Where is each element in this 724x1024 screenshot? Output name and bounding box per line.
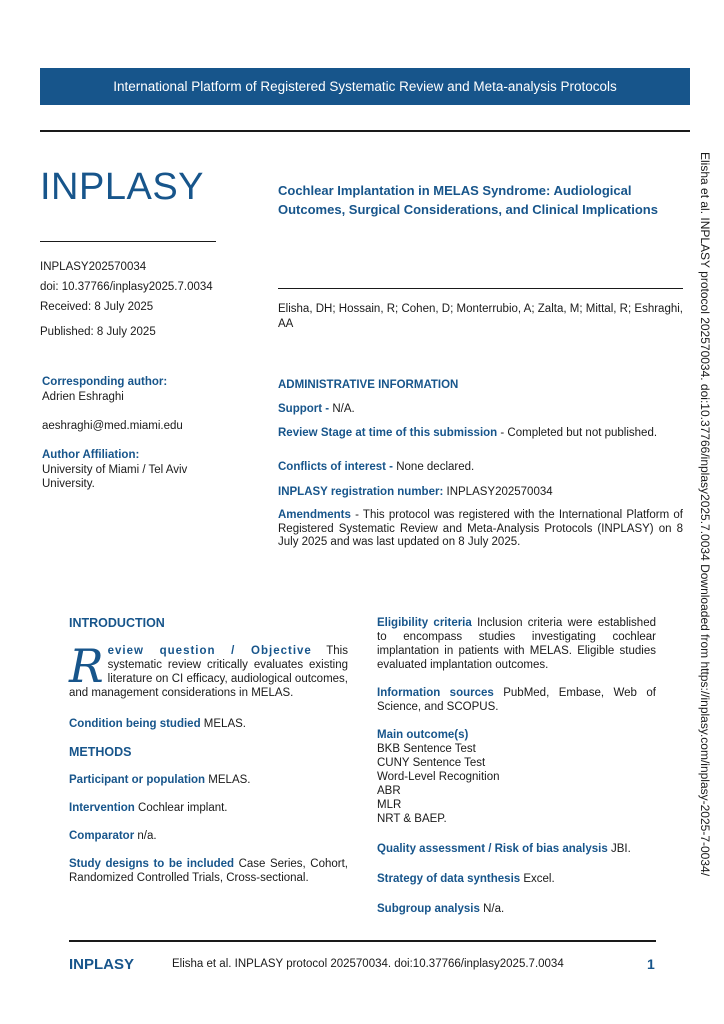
support-label: Support - — [278, 403, 330, 415]
footer-citation: Elisha et al. INPLASY protocol 202570034. doi:10.37766/inplasy2025.7.0034 — [172, 958, 564, 970]
corresponding-label: Corresponding author: — [42, 376, 168, 388]
admin-heading-text: ADMINISTRATIVE INFORMATION — [278, 379, 459, 391]
paper-title: Cochlear Implantation in MELAS Syndrome: Audiological Outcomes, Surgical Considerations, and Clinical Implications — [278, 183, 658, 217]
intervention-label: Intervention — [69, 802, 135, 814]
methods-heading: METHODS — [69, 745, 132, 759]
admin-amendments — [278, 509, 683, 550]
regnum-label: INPLASY registration number: — [278, 486, 444, 498]
study-designs — [69, 857, 348, 885]
designs-label: Study designs to be included — [69, 858, 235, 870]
eligibility-label: Eligibility criteria — [377, 617, 472, 629]
outcome-item: Word-Level Recognition — [377, 771, 500, 783]
outcome-item: MLR — [377, 799, 402, 811]
support-value: N/A. — [332, 403, 355, 415]
condition-value: MELAS. — [203, 718, 246, 730]
page-number: 1 — [647, 956, 655, 972]
review-question — [69, 639, 348, 700]
footer-logo: INPLASY — [69, 956, 135, 973]
subgroup-label: Subgroup analysis — [377, 903, 480, 915]
sidebar-citation: Elisha et al. INPLASY protocol 202570034. doi:10.37766/inplasy2025.7.0034 Downloaded from https://inplasy.com/inplasy-2025-7-0034/ — [698, 152, 712, 877]
sources-label: Information sources — [377, 687, 494, 699]
received-date: Received: 8 July 2025 — [40, 301, 154, 313]
eligibility-value: Inclusion criteria were established to encompass studies investigating cochlear implantation in patients with MELAS. Eligible studies evaluated implantation outcomes. — [377, 617, 656, 671]
sources-value: PubMed, Embase, Web of Science, and SCOPUS. — [377, 687, 656, 713]
intervention — [69, 801, 348, 815]
footer-rule — [69, 940, 656, 942]
corresponding-name: Adrien Eshraghi — [42, 390, 124, 403]
conflicts-label: Conflicts of interest - — [278, 461, 394, 473]
synthesis-value: Excel. — [523, 873, 555, 885]
right-column — [377, 616, 656, 916]
quality-label: Quality assessment / Risk of bias analysis — [377, 843, 608, 855]
comparator-label: Comparator — [69, 830, 135, 842]
data-synthesis — [377, 872, 656, 886]
amend-value: - This protocol was registered with the International Platform of Registered Systematic Review and Meta-Analysis Protocols (INPLASY) on 8 July 2025 and was last updated on 8 July 2025. — [278, 509, 683, 548]
stage-value: - Completed but not published. — [500, 427, 658, 439]
conflicts-value: None declared. — [396, 461, 475, 473]
information-sources — [377, 686, 656, 714]
condition-studied — [69, 717, 348, 731]
top-rule — [40, 130, 690, 132]
outcomes-label: Main outcome(s) — [377, 729, 469, 741]
dropcap-letter: R — [69, 639, 104, 693]
subgroup-value: N/a. — [483, 903, 505, 915]
affiliation-value: University of Miami / Tel Aviv University. — [42, 463, 188, 490]
quality-value: JBI. — [610, 843, 631, 855]
affiliation-label: Author Affiliation: — [42, 449, 140, 461]
registration-id: INPLASY202570034 — [40, 261, 147, 273]
regnum-value: INPLASY202570034 — [446, 486, 553, 498]
synthesis-label: Strategy of data synthesis — [377, 873, 521, 885]
outcome-item: CUNY Sentence Test — [377, 757, 486, 769]
outcome-item: ABR — [377, 785, 401, 797]
author-affiliation — [42, 448, 242, 492]
comparator — [69, 829, 348, 843]
corresponding-email: aeshraghi@med.miami.edu — [42, 420, 183, 432]
eligibility — [377, 616, 656, 672]
admin-registration-number — [278, 486, 683, 500]
participant-value: MELAS. — [208, 774, 251, 786]
comparator-value: n/a. — [137, 830, 157, 842]
logo-rule — [40, 241, 216, 242]
review-question-value: This systematic review critically evaluates existing literature on CI efficacy, audiological outcomes, and management considerations in MELAS. — [69, 645, 348, 699]
outcome-item: NRT & BAEP. — [377, 813, 447, 825]
quality-assessment — [377, 842, 656, 856]
admin-review-stage — [278, 427, 683, 441]
participant-label: Participant or population — [69, 774, 206, 786]
inplasy-logo: INPLASY — [40, 166, 205, 208]
admin-support — [278, 403, 683, 417]
published-date: Published: 8 July 2025 — [40, 326, 156, 338]
left-column — [69, 616, 348, 885]
admin-heading — [278, 379, 683, 393]
admin-conflicts — [278, 461, 683, 475]
subgroup-analysis — [377, 902, 656, 916]
title-rule — [278, 288, 683, 289]
main-outcomes — [377, 728, 656, 826]
introduction-heading: INTRODUCTION — [69, 616, 165, 630]
outcome-item: BKB Sentence Test — [377, 743, 476, 755]
intervention-value: Cochlear implant. — [138, 802, 228, 814]
authors: Elisha, DH; Hossain, R; Cohen, D; Monterrubio, A; Zalta, M; Mittal, R; Eshraghi, AA — [278, 303, 683, 330]
participant — [69, 773, 348, 787]
header-banner: International Platform of Registered Systematic Review and Meta-analysis Protocols — [40, 68, 690, 105]
condition-label: Condition being studied — [69, 718, 201, 730]
corresponding-author — [42, 375, 167, 404]
review-question-label: eview question / Objective — [107, 645, 312, 657]
designs-value: Case Series, Cohort, Randomized Controlled Trials, Cross-sectional. — [69, 858, 348, 884]
doi: doi: 10.37766/inplasy2025.7.0034 — [40, 281, 213, 293]
amend-label: Amendments — [278, 509, 351, 521]
stage-label: Review Stage at time of this submission — [278, 427, 498, 439]
